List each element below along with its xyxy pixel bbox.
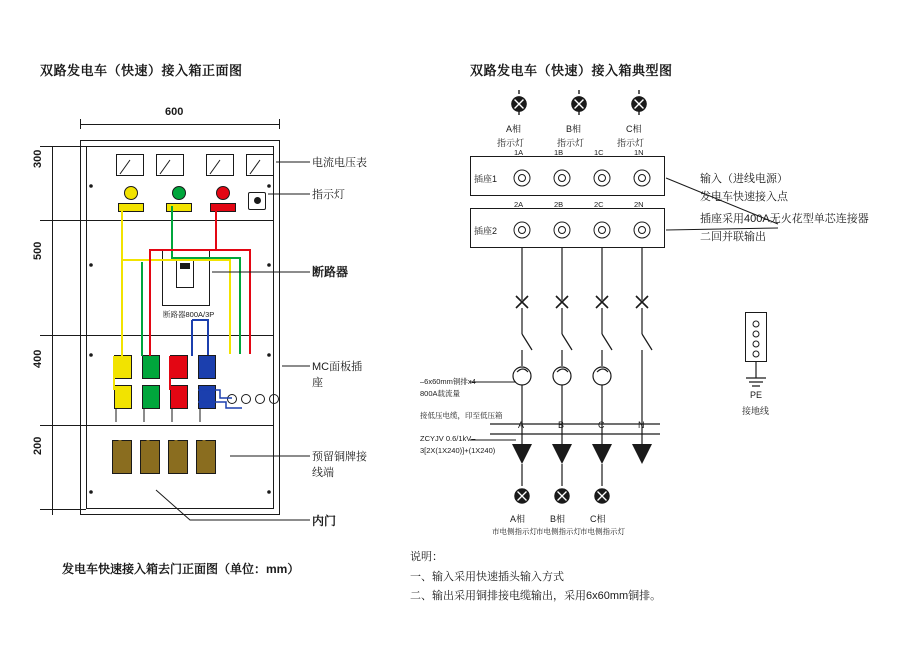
bottom-phase-b: B相 (550, 514, 566, 524)
socket2-pin-2b: 2B (554, 200, 564, 209)
socket2-pin-2c: 2C (594, 200, 604, 209)
socket1-pin-1n: 1N (634, 148, 644, 157)
busbar-note-1: –6x60mm铜排x4 (420, 377, 476, 386)
pe-ground-label: 接地线 (742, 406, 770, 416)
callout-breaker: 断路器 (312, 265, 349, 279)
socket1-pins (510, 160, 660, 194)
width-dim-label: 600 (165, 106, 184, 118)
right-title: 双路发电车（快速）接入箱典型图 (470, 63, 673, 78)
bottom-phase-a: A相 (510, 514, 526, 524)
socket2-pin-2n: 2N (634, 200, 644, 209)
callout-indicator: 指示灯 (312, 189, 345, 201)
lamp-symbols-top (505, 90, 665, 120)
left-drawing (30, 106, 370, 540)
breaker-rating-label: 断路器800A/3P (163, 310, 215, 319)
left-title: 双路发电车（快速）接入箱正面图 (40, 63, 243, 78)
busbar-note-5: 3[2X(1X240)]+(1X240) (420, 446, 496, 455)
dim-300: 300 (32, 149, 44, 168)
bottom-sub-a: 市电侧指示灯 (492, 527, 537, 536)
input-note-2: 发电车快速接入点 (700, 191, 788, 203)
pe-earth-symbol (745, 312, 769, 402)
phase-letter-c: C (598, 420, 605, 430)
phase-letter-a: A (518, 420, 525, 430)
socket2-pin-2a: 2A (514, 200, 524, 209)
input-note-1: 输入（进线电源） (700, 173, 788, 185)
callout-mc-socket: MC面板插座 (312, 361, 363, 389)
dim-200: 200 (32, 436, 44, 455)
bottom-sub-c: 市电侧指示灯 (580, 527, 625, 536)
busbar-note-4: ZCYJV 0.6/1kV– (420, 434, 476, 443)
socket1-pin-1c: 1C (594, 148, 604, 157)
note-2: 二、输出采用铜排接电缆输出，采用6x60mm铜排。 (410, 590, 662, 602)
pe-label: PE (750, 390, 763, 400)
input-note-3: 插座采用400A无火花型单芯连接器 (700, 213, 869, 225)
busbar-note-leaders (470, 370, 530, 460)
bottom-phase-c: C相 (590, 514, 606, 524)
socket1-label: 插座1 (474, 174, 498, 184)
callout-copper-terminal: 预留铜牌接线端 (312, 451, 367, 479)
right-schematic (410, 90, 890, 550)
dim-400: 400 (32, 349, 44, 368)
left-caption: 发电车快速接入箱去门正面图（单位：mm） (62, 562, 300, 576)
phase-letter-n: N (638, 420, 645, 430)
notes-block (410, 548, 880, 603)
dim-500: 500 (32, 241, 44, 260)
socket1-pin-1b: 1B (554, 148, 564, 157)
callout-inner-door: 内门 (312, 514, 337, 528)
busbar-note-3: 接低压电缆，印至低压箱 (420, 411, 503, 420)
lamp-sub-a: 指示灯 (497, 138, 525, 148)
callout-meter: 电流电压表 (312, 157, 367, 169)
lamp-phase-c: C相 (626, 124, 642, 134)
lamp-sub-b: 指示灯 (557, 138, 585, 148)
lamp-sub-c: 指示灯 (617, 138, 645, 148)
notes-title: 说明： (410, 551, 443, 563)
socket2-label: 插座2 (474, 226, 498, 236)
phase-letter-b: B (558, 420, 565, 430)
lamp-phase-a: A相 (506, 124, 522, 134)
busbar-note-2: 800A载流量 (420, 389, 461, 398)
input-note-4: 二回并联输出 (700, 231, 766, 243)
bottom-sub-b: 市电侧指示灯 (536, 527, 581, 536)
socket1-pin-1a: 1A (514, 148, 524, 157)
lamp-phase-b: B相 (566, 124, 582, 134)
note-1: 一、输入采用快速插头输入方式 (410, 571, 564, 583)
socket2-pins (510, 212, 660, 246)
